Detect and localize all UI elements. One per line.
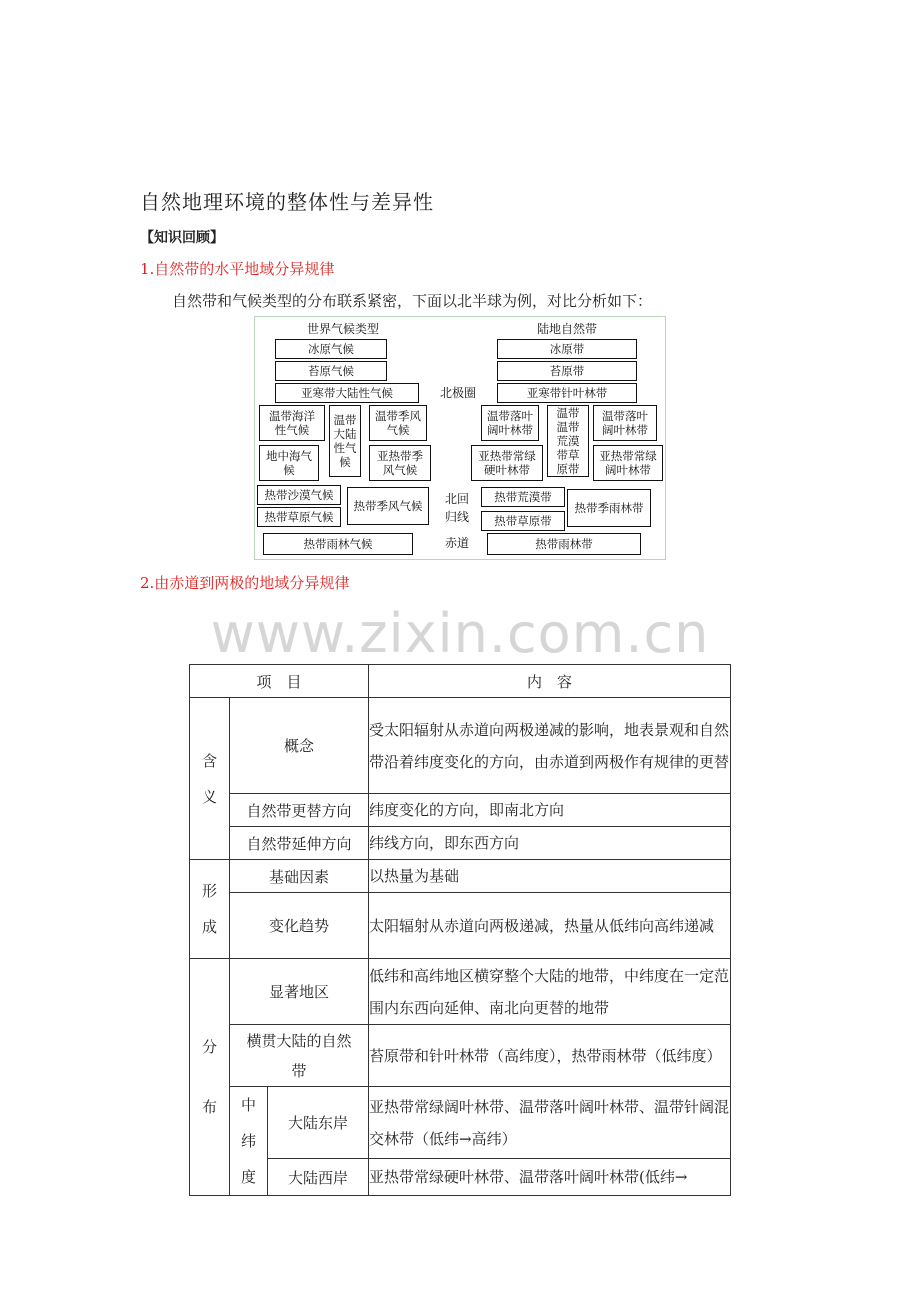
row-content: 受太阳辐射从赤道向两极递减的影响，地表景观和自然带沿着纬度变化的方向，由赤道到两极作有规律的更替: [369, 698, 731, 794]
zone-tropical-rainforest-box: 热带雨林带: [487, 533, 641, 555]
row-label: 大陆东岸: [268, 1087, 369, 1159]
zone-subtropical-evergreen-box: 亚热带常绿阔叶林带: [593, 445, 663, 481]
arctic-circle-label: 北极圈: [439, 386, 476, 400]
zone-taiga-box: 亚寒带针叶林带: [497, 383, 637, 403]
table-row: [190, 1087, 731, 1159]
table-row: [190, 860, 731, 893]
row-content: 亚热带常绿阔叶林带、温带落叶阔叶林带、温带针阔混交林带（低纬→高纬）: [369, 1087, 731, 1159]
equator-label: 赤道: [444, 536, 469, 550]
table-row: [190, 827, 731, 860]
climate-temperate-monsoon-box: 温带季风气候: [369, 405, 427, 441]
row-label: 大陆西岸: [268, 1159, 369, 1196]
tropic-label-line1: 北回: [444, 492, 469, 506]
zone-tropical-desert-box: 热带荒漠带: [481, 487, 565, 507]
zone-column-title: 陆地自然带: [537, 322, 598, 336]
section-tag: 【知识回顾】: [140, 230, 224, 246]
climate-temperate-marine-box: 温带海洋性气候: [259, 405, 325, 441]
climate-tropical-desert-box: 热带沙漠气候: [257, 485, 341, 505]
zone-temperate-deciduous-west-box: 温带落叶阔叶林带: [481, 405, 539, 441]
zone-tundra-box: 苔原带: [497, 361, 637, 381]
table-row: [190, 698, 731, 794]
row-label: 自然带延伸方向: [230, 827, 369, 860]
climate-zone-diagram: [254, 316, 666, 560]
zone-subtropical-hardleaf-box: 亚热带常绿硬叶林带: [471, 445, 543, 481]
row-content: 以热量为基础: [369, 860, 731, 893]
climate-ice-box: 冰原气候: [275, 339, 387, 359]
header-content: 内 容: [369, 665, 731, 698]
row-label: 概念: [230, 698, 369, 794]
heading-latitudinal-zonation: 2.由赤道到两极的地域分异规律: [140, 574, 350, 592]
table-header-row: [190, 665, 731, 698]
group-formation: 形成: [190, 860, 230, 959]
zone-tropical-monsoon-forest-box: 热带季雨林带: [567, 489, 651, 527]
table-row: [190, 1159, 731, 1196]
table-row: [190, 794, 731, 827]
intro-paragraph: 自然带和气候类型的分布联系紧密，下面以北半球为例，对比分析如下：: [172, 292, 653, 310]
row-content: 纬度变化的方向，即南北方向: [369, 794, 731, 827]
climate-column-title: 世界气候类型: [307, 322, 380, 336]
watermark: www.zixin.com.cn: [210, 602, 710, 665]
header-item: 项 目: [190, 665, 369, 698]
climate-subarctic-box: 亚寒带大陆性气候: [275, 383, 419, 403]
climate-tropical-monsoon-box: 热带季风气候: [347, 487, 429, 525]
row-label: 横贯大陆的自然带: [230, 1025, 369, 1087]
zone-temperate-steppe-desert-box: 温带温带荒漠带草原带: [547, 405, 589, 477]
climate-tundra-box: 苔原气候: [275, 361, 387, 381]
row-content: 苔原带和针叶林带（高纬度），热带雨林带（低纬度）: [369, 1025, 731, 1087]
zone-tropical-savanna-box: 热带草原带: [481, 511, 565, 531]
group-meaning: 含义: [190, 698, 230, 860]
climate-tropical-savanna-box: 热带草原气候: [257, 507, 341, 527]
heading-horizontal-zonation: 1.自然带的水平地域分异规律: [140, 260, 335, 278]
row-content: 纬线方向，即东西方向: [369, 827, 731, 860]
mid-latitude-cell: 中纬度: [230, 1087, 268, 1196]
zonation-table: [189, 664, 731, 1196]
tropic-label-line2: 归线: [444, 510, 469, 524]
climate-mediterranean-box: 地中海气候: [259, 445, 319, 481]
row-label: 变化趋势: [230, 893, 369, 959]
climate-tropical-rainforest-box: 热带雨林气候: [263, 533, 413, 555]
table-row: [190, 959, 731, 1025]
row-label: 显著地区: [230, 959, 369, 1025]
table-row: [190, 1025, 731, 1087]
row-content: 太阳辐射从赤道向两极递减，热量从低纬向高纬递减: [369, 893, 731, 959]
zone-temperate-deciduous-east-box: 温带落叶阔叶林带: [593, 405, 657, 441]
page-title: 自然地理环境的整体性与差异性: [140, 190, 434, 214]
row-label: 自然带更替方向: [230, 794, 369, 827]
zone-ice-box: 冰原带: [497, 339, 637, 359]
group-distribution: 分布: [190, 959, 230, 1196]
row-content: 亚热带常绿硬叶林带、温带落叶阔叶林带(低纬→: [369, 1159, 731, 1196]
row-label: 基础因素: [230, 860, 369, 893]
climate-subtropical-monsoon-box: 亚热带季风气候: [369, 445, 431, 481]
table-row: [190, 893, 731, 959]
climate-temperate-continental-box: 温带大陆性气候: [329, 405, 361, 477]
row-content: 低纬和高纬地区横穿整个大陆的地带，中纬度在一定范围内东西向延伸、南北向更替的地带: [369, 959, 731, 1025]
